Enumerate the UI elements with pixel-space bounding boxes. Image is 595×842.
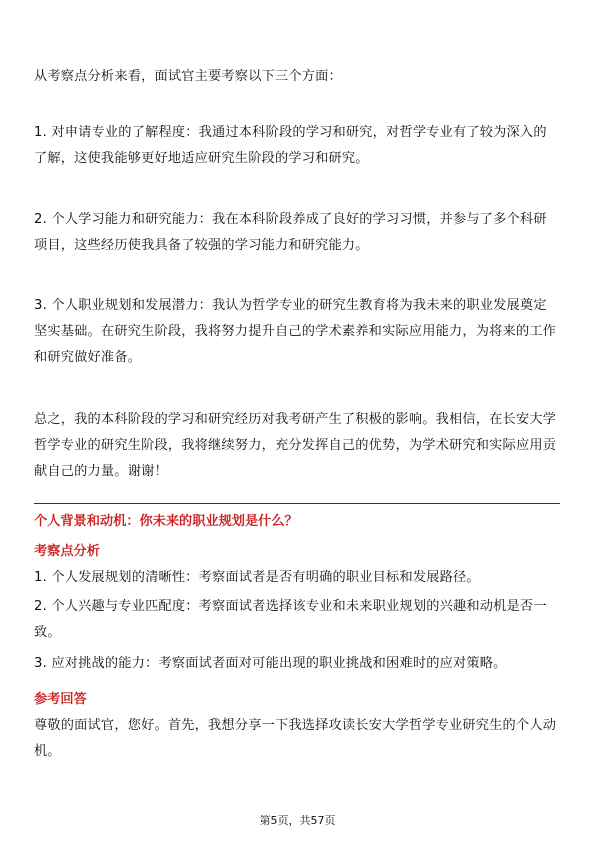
page-footer: 第5页，共57页 (259, 814, 336, 827)
point-paragraph-1: 1. 对申请专业的了解程度：我通过本科阶段的学习和研究，对哲学专业有了较为深入的了解，这使我能够更好地适应研究生阶段的学习和研究。 (34, 125, 547, 166)
analysis-item-3: 3. 应对挑战的能力：考察面试者面对可能出现的职业挑战和困难时的应对策略。 (34, 656, 507, 671)
question-title: 个人背景和动机：你未来的职业规划是什么？ (34, 514, 298, 529)
analysis-item-2: 2. 个人兴趣与专业匹配度：考察面试者选择该专业和未来职业规划的兴趣和动机是否一致。 (34, 599, 547, 640)
analysis-heading: 考察点分析 (34, 544, 100, 559)
intro-paragraph: 从考察点分析来看，面试官主要考察以下三个方面： (34, 69, 342, 84)
point-paragraph-2: 2. 个人学习能力和研究能力：我在本科阶段养成了良好的学习习惯，并参与了多个科研项目，这些经历使我具备了较强的学习能力和研究能力。 (34, 212, 547, 253)
analysis-item-1: 1. 个人发展规划的清晰性：考察面试者是否有明确的职业目标和发展路径。 (34, 570, 480, 585)
answer-heading: 参考回答 (34, 692, 87, 707)
summary-paragraph: 总之，我的本科阶段的学习和研究经历对我考研产生了积极的影响。我相信，在长安大学哲学专业的研究生阶段，我将继续努力，充分发挥自己的优势，为学术研究和实际应用贡献自己的力量。谢谢！ (34, 412, 557, 479)
answer-paragraph: 尊敬的面试官，您好。首先，我想分享一下我选择攻读长安大学哲学专业研究生的个人动机。 (34, 718, 557, 759)
section-divider (34, 503, 560, 504)
point-paragraph-3: 3. 个人职业规划和发展潜力：我认为哲学专业的研究生教育将为我未来的职业发展奠定坚实基础。在研究生阶段，我将努力提升自己的学术素养和实际应用能力，为将来的工作和研究做好准备。 (34, 298, 557, 365)
